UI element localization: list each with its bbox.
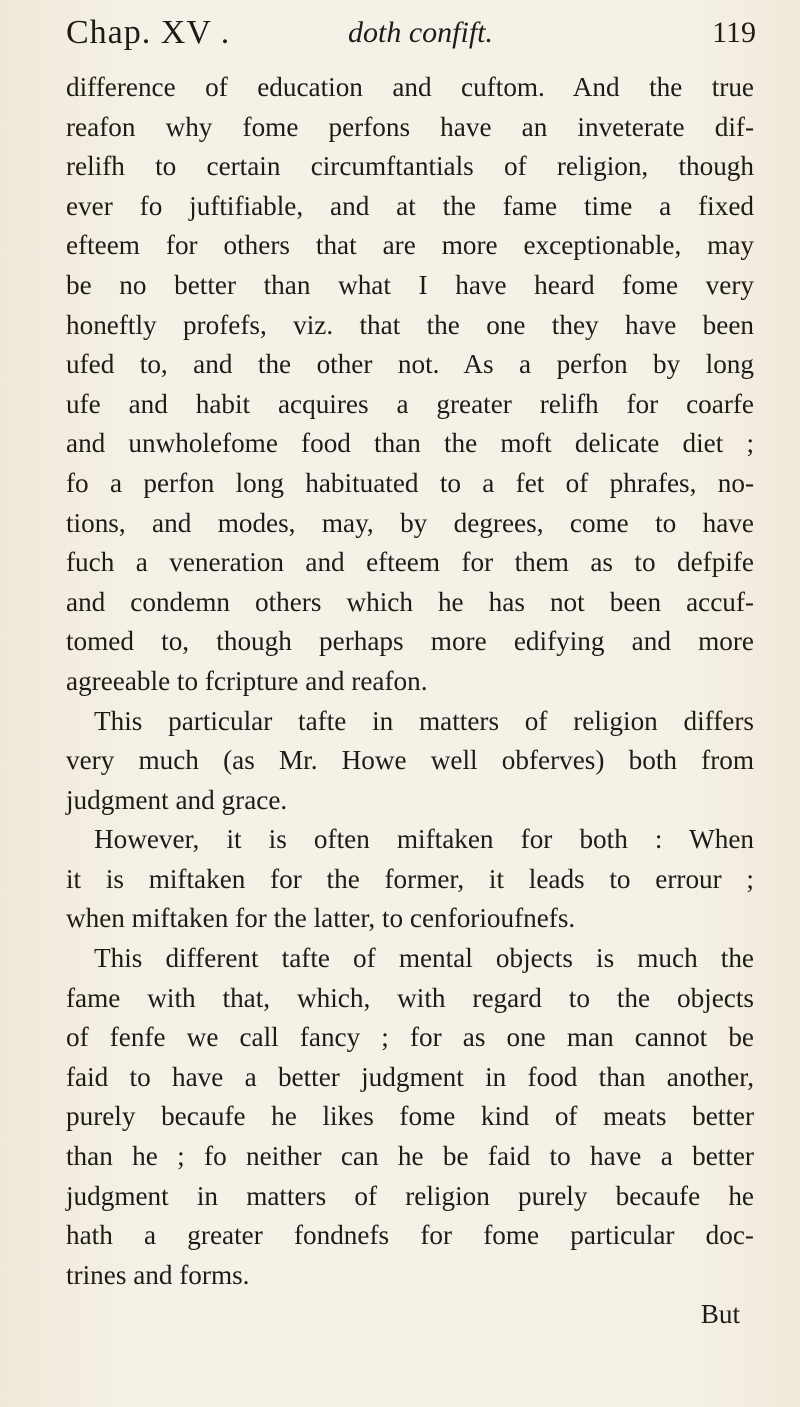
text-line: This different tafte of mental objects is much the bbox=[94, 943, 754, 974]
text-line: ever fo juftifiable, and at the fame time a fixed bbox=[66, 190, 754, 221]
text-line: However, it is often miftaken for both : When bbox=[94, 824, 754, 855]
text-line: it is miftaken for the former, it leads to errour ; bbox=[66, 863, 754, 894]
text-line: This particular tafte in matters of religion differs bbox=[94, 705, 754, 736]
text-line: difference of education and cuftom. And the true bbox=[66, 72, 754, 102]
text-line: agreeable to fcripture and reafon. bbox=[66, 665, 428, 696]
text-line: purely becaufe he likes fome kind of meats better bbox=[66, 1101, 754, 1132]
text-line: faid to have a better judgment in food than another, bbox=[66, 1061, 754, 1092]
text-line: tions, and modes, may, by degrees, come to have bbox=[66, 507, 754, 538]
text-line: judgment in matters of religion purely becaufe he bbox=[66, 1180, 754, 1211]
text-line: tomed to, though perhaps more edifying and more bbox=[66, 626, 754, 657]
body-text bbox=[66, 68, 754, 1335]
chapter-label: Chap. XV . bbox=[66, 14, 231, 51]
text-line: relifh to certain circumftantials of religion, though bbox=[66, 151, 754, 182]
running-header bbox=[66, 10, 756, 60]
text-line: hath a greater fondnefs for fome particular doc- bbox=[66, 1220, 754, 1251]
text-line: and unwholefome food than the moft delicate diet ; bbox=[66, 428, 754, 459]
text-line: ufed to, and the other not. As a perfon by long bbox=[66, 349, 754, 380]
text-line: of fenfe we call fancy ; for as one man cannot be bbox=[66, 1022, 754, 1053]
running-title: doth confift. bbox=[348, 16, 493, 49]
text-line: honeftly profefs, viz. that the one they have been bbox=[66, 309, 754, 340]
text-line: fuch a veneration and efteem for them as to defpife bbox=[66, 547, 754, 578]
page-number: 119 bbox=[712, 16, 756, 49]
text-line: fo a perfon long habituated to a fet of phrafes, no- bbox=[66, 467, 754, 498]
text-line: judgment and grace. bbox=[66, 784, 288, 815]
text-line: when miftaken for the latter, to cenforioufnefs. bbox=[66, 903, 576, 934]
text-line: ufe and habit acquires a greater relifh for coarfe bbox=[66, 388, 754, 419]
text-line: very much (as Mr. Howe well obferves) both from bbox=[66, 745, 754, 776]
catchword: But bbox=[700, 1299, 740, 1330]
text-line: reafon why fome perfons have an inveterate dif- bbox=[66, 111, 754, 142]
text-line: than he ; fo neither can he be faid to have a better bbox=[66, 1141, 754, 1172]
text-line: trines and forms. bbox=[66, 1259, 250, 1290]
text-line: efteem for others that are more exceptionable, may bbox=[66, 230, 754, 261]
text-line: and condemn others which he has not been accuf- bbox=[66, 586, 754, 617]
text-line: be no better than what I have heard fome very bbox=[66, 269, 754, 300]
text-line: fame with that, which, with regard to the objects bbox=[66, 982, 754, 1013]
